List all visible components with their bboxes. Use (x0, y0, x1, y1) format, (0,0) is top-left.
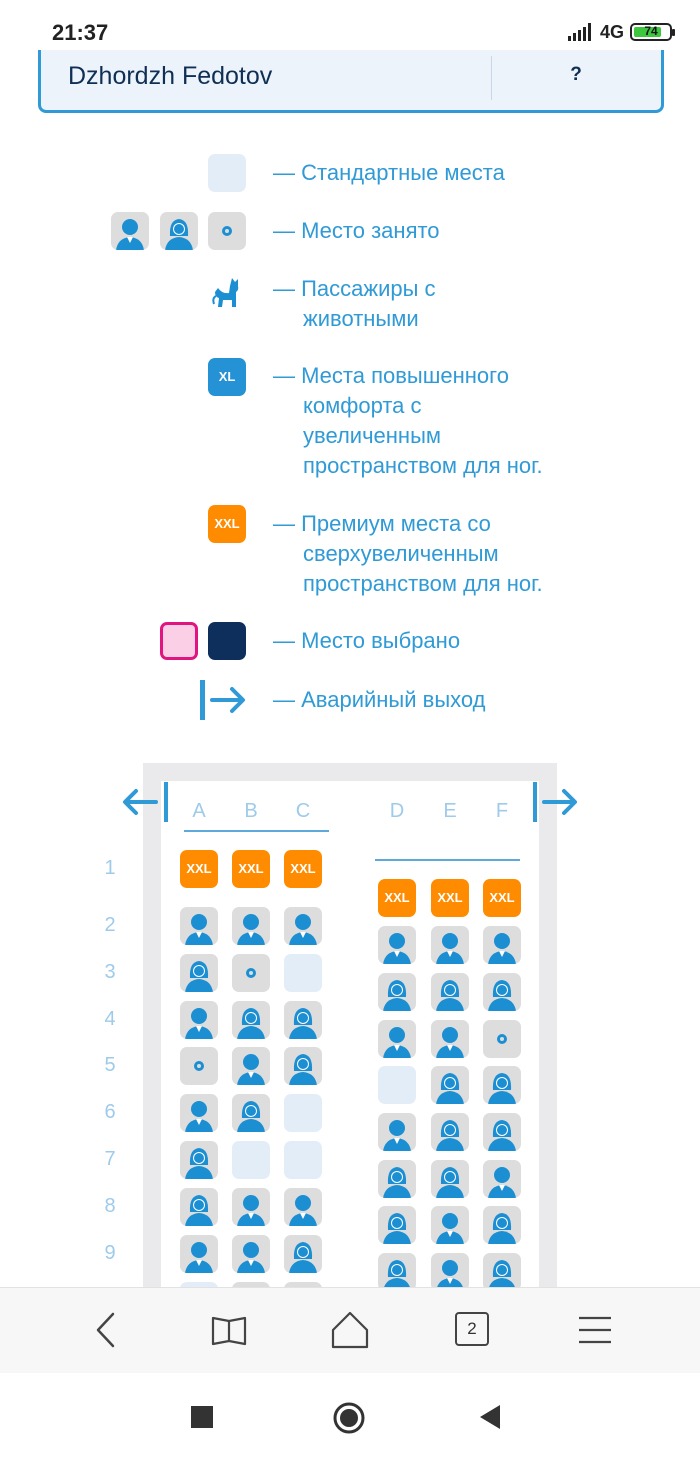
seat-3D-occupied-female (378, 973, 416, 1011)
book-icon (207, 1308, 251, 1352)
back-button[interactable] (85, 1308, 129, 1352)
network-type: 4G (599, 21, 624, 42)
column-label-C: C (295, 800, 311, 822)
exit-left-arrow-icon (120, 787, 160, 817)
seat-5E-occupied-female (431, 1066, 469, 1104)
seat-6E-occupied-female (431, 1113, 469, 1151)
legend-xxl-line1: — Премиум места со (273, 511, 491, 536)
menu-button[interactable] (573, 1308, 617, 1352)
seat-5C-occupied-female (284, 1047, 322, 1085)
home-icon (328, 1308, 372, 1352)
row-label-8: 8 (104, 1195, 116, 1217)
battery-icon (630, 23, 672, 41)
status-time: 21:37 (52, 20, 109, 45)
seat-4D-occupied-male (378, 1020, 416, 1058)
row-label-2: 2 (104, 914, 116, 936)
seat-3A-occupied-female (180, 954, 218, 992)
legend-xxl-seat-icon (208, 505, 246, 543)
legend-xl-seat-icon (208, 358, 246, 396)
seat-7B-free[interactable] (232, 1141, 270, 1179)
seat-8B-occupied-male (232, 1188, 270, 1226)
seat-5A-occupied (180, 1047, 218, 1085)
seat-1D-xxl[interactable] (378, 879, 416, 917)
legend-standard-seat-icon (208, 154, 246, 192)
pet-icon (210, 276, 244, 310)
row-label-5: 5 (104, 1054, 116, 1076)
seat-2D-occupied-male (378, 926, 416, 964)
seat-1A-xxl[interactable] (180, 850, 218, 888)
seat-8E-occupied-male (431, 1206, 469, 1244)
right-block-divider (375, 859, 520, 861)
legend-xl-text (273, 361, 543, 481)
xxl-label: XXL (384, 890, 410, 905)
seat-8A-occupied-female (180, 1188, 218, 1226)
passenger-card[interactable] (38, 50, 664, 113)
seat-9D-occupied-female (378, 1253, 416, 1291)
seat-5F-occupied-female (483, 1066, 521, 1104)
seat-6C-free[interactable] (284, 1094, 322, 1132)
seat-3B-occupied (232, 954, 270, 992)
seat-1F-xxl[interactable] (483, 879, 521, 917)
status-icons (568, 22, 672, 42)
browser-toolbar (0, 1287, 700, 1373)
legend-xxl-text (273, 509, 543, 599)
system-nav-bar (0, 1373, 700, 1457)
column-label-B: B (244, 800, 258, 822)
seat-2B-occupied-male (232, 907, 270, 945)
emergency-exit-icon (198, 680, 250, 720)
xxl-label: XXL (186, 861, 212, 876)
battery-level: 74 (644, 24, 658, 38)
seat-9F-occupied-female (483, 1253, 521, 1291)
seat-7F-occupied-male (483, 1160, 521, 1198)
seat-8D-occupied-female (378, 1206, 416, 1244)
tabs-button[interactable]: 2 (455, 1312, 489, 1346)
seat-9C-occupied-female (284, 1235, 322, 1273)
seat-1C-xxl[interactable] (284, 850, 322, 888)
exit-right-bar (533, 782, 537, 822)
seat-3C-free[interactable] (284, 954, 322, 992)
seat-9E-occupied-male (431, 1253, 469, 1291)
row-label-1: 1 (104, 857, 116, 879)
seat-7E-occupied-female (431, 1160, 469, 1198)
back-triangle-icon[interactable] (478, 1404, 502, 1430)
seat-6B-occupied-female (232, 1094, 270, 1132)
seat-5D-free[interactable] (378, 1066, 416, 1104)
legend-selected-pink-icon (160, 622, 198, 660)
legend-standard-text: — Стандартные места (273, 160, 505, 185)
legend-occupied-unknown-icon (208, 212, 246, 250)
home-button[interactable] (328, 1308, 372, 1352)
legend-pets-line1: — Пассажиры с (273, 276, 436, 301)
seat-6A-occupied-male (180, 1094, 218, 1132)
seat-8F-occupied-female (483, 1206, 521, 1244)
left-block-divider (184, 830, 329, 832)
passenger-name: Dzhordzh Fedotov (68, 62, 273, 90)
seat-3F-occupied-female (483, 973, 521, 1011)
seat-7A-occupied-female (180, 1141, 218, 1179)
legend-xl-line1: — Места повышенного (273, 363, 509, 388)
seat-4B-occupied-female (232, 1001, 270, 1039)
seat-9B-occupied-male (232, 1235, 270, 1273)
xxl-label: XXL (489, 890, 515, 905)
column-label-A: A (192, 800, 206, 822)
row-label-9: 9 (104, 1242, 116, 1264)
column-label-D: D (389, 800, 405, 822)
seat-8C-occupied-male (284, 1188, 322, 1226)
seat-4E-occupied-male (431, 1020, 469, 1058)
exit-right-arrow-icon (540, 787, 580, 817)
legend-pets-text (273, 274, 436, 334)
legend-xxl-line2: сверхувеличенным (303, 541, 499, 566)
seat-3E-occupied-female (431, 973, 469, 1011)
legend-selected-navy-icon (208, 622, 246, 660)
column-label-E: E (443, 800, 457, 822)
chevron-left-icon (85, 1308, 129, 1352)
xxl-label: XXL (290, 861, 316, 876)
bookmarks-button[interactable] (207, 1308, 251, 1352)
legend-occupied-text: — Место занято (273, 218, 440, 243)
seat-4F-occupied (483, 1020, 521, 1058)
seat-9A-occupied-male (180, 1235, 218, 1273)
exit-left-bar (164, 782, 168, 822)
seat-6D-occupied-male (378, 1113, 416, 1151)
hamburger-icon (573, 1308, 617, 1352)
row-label-7: 7 (104, 1148, 116, 1170)
seat-7C-free[interactable] (284, 1141, 322, 1179)
passenger-seat[interactable]: ? (570, 64, 582, 85)
xxl-label: XXL (437, 890, 463, 905)
column-label-F: F (495, 800, 509, 822)
signal-icon (568, 23, 594, 41)
legend-pets-line2: животными (303, 306, 419, 331)
xxl-label: XXL (238, 861, 264, 876)
seat-4C-occupied-female (284, 1001, 322, 1039)
row-label-3: 3 (104, 961, 116, 983)
legend-exit-text: — Аварийный выход (273, 687, 486, 712)
seat-2A-occupied-male (180, 907, 218, 945)
seat-1B-xxl[interactable] (232, 850, 270, 888)
row-label-4: 4 (104, 1008, 116, 1030)
recents-square-icon[interactable] (191, 1406, 213, 1428)
seat-2C-occupied-male (284, 907, 322, 945)
legend-occupied-male-icon (111, 212, 149, 250)
legend-xl-line2: комфорта с (303, 393, 422, 418)
seat-2F-occupied-male (483, 926, 521, 964)
seat-2E-occupied-male (431, 926, 469, 964)
seat-6F-occupied-female (483, 1113, 521, 1151)
home-circle-icon[interactable] (332, 1401, 366, 1435)
seat-7D-occupied-female (378, 1160, 416, 1198)
legend-occupied-female-icon (160, 212, 198, 250)
legend-xxl-badge: XXL (214, 516, 240, 531)
legend-xl-line3: увеличенным (303, 423, 442, 448)
legend-selected-text: — Место выбрано (273, 628, 461, 653)
legend-xl-badge: XL (218, 369, 236, 384)
row-label-6: 6 (104, 1101, 116, 1123)
seat-1E-xxl[interactable] (431, 879, 469, 917)
seat-4A-occupied-male (180, 1001, 218, 1039)
seat-5B-occupied-male (232, 1047, 270, 1085)
legend-xxl-line3: пространством для ног. (303, 571, 543, 596)
legend-xl-line4: пространством для ног. (303, 453, 543, 478)
